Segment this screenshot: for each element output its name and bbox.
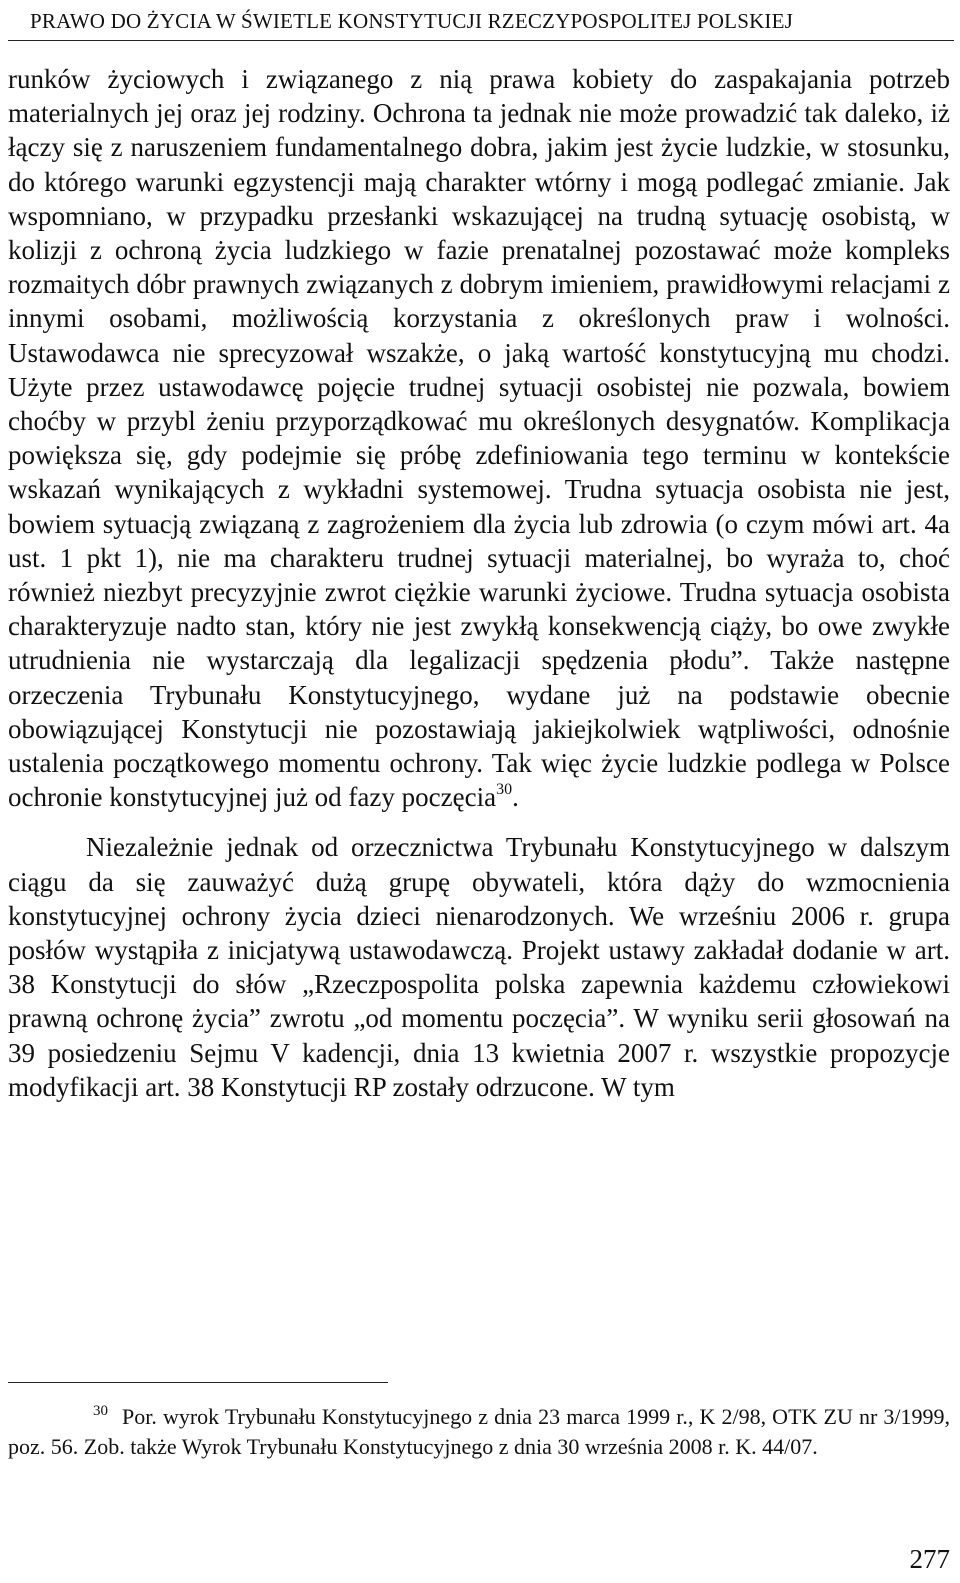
paragraph-1 bbox=[8, 62, 950, 814]
page-number: 277 bbox=[909, 1544, 950, 1574]
footnote bbox=[8, 1402, 950, 1462]
paragraph-1-text: runków życiowych i związanego z nią prawa kobiety do zaspakajania potrzeb materialnych jej oraz jej rodziny. Ochrona ta jednak nie może prowadzić tak daleko, iż łączy się z naruszeniem fundamentalnego dobra, jakim jest życie ludzkie, w stosunku, do którego warunki egzystencji mają charakter wtórny i mogą podlegać zmianie. Jak wspomniano, w przypadku przesłanki wskazującej na trudną sytuację osobistą, w kolizji z ochroną życia ludzkiego w fazie prenatalnej pozostawać może kompleks rozmaitych dóbr prawnych związanych z dobrym imieniem, prawidłowymi relacjami z innymi osobami, możliwością korzystania z określonych praw i wolności. Ustawodawca nie sprecyzował wszakże, o jaką wartość konstytucyjną mu chodzi. Użyte przez ustawodawcę pojęcie trudnej sytuacji osobistej nie pozwala, bowiem choćby w przybl żeniu przyporządkować mu określonych desygnatów. Komplikacja powiększa się, gdy podejmie się próbę zdefiniowania tego terminu w kontekście wskazań wynikających z wykładni systemowej. Trudna sytuacja osobista nie jest, bowiem sytuacją związaną z zagrożeniem dla życia lub zdrowia (o czym mówi art. 4a ust. 1 pkt 1), nie ma charakteru trudnej sytuacji materialnej, bo wyraża to, choć również niezbyt precyzyjnie zwrot ciężkie warunki życiowe. Trudna sytuacja osobista charakteryzuje nadto stan, który nie jest zwykłą konsekwencją ciąży, bo owe zwykłe utrudnienia nie wystarczają dla legalizacji spędzenia płodu”. Także następne orzeczenia Trybunału Konstytucyjnego, wydane już na podstawie obecnie obowiązującej Konstytucji nie pozostawiają jakiejkolwiek wątpliwości, odnośnie ustalenia początkowego momentu ochrony. Tak więc życie ludzkie podlega w Polsce ochronie konstytucyjnej już od fazy poczęcia bbox=[8, 64, 950, 813]
paragraph-1-end: . bbox=[512, 782, 519, 813]
paragraph-2-text: Niezależnie jednak od orzecznictwa Trybunału Konstytucyjnego w dalszym ciągu da się zauważyć dużą grupę obywateli, która dąży do wzmocnienia konstytucyjnej ochrony życia dzieci nienarodzonych. We wrześniu 2006 r. grupa posłów wystąpiła z inicjatywą ustawodawczą. Projekt ustawy zakładał dodanie w art. 38 Konstytucji do słów „Rzeczpospolita polska zapewnia każdemu człowiekowi prawną ochronę życia” zwrotu „od momentu poczęcia”. W wyniku serii głosowań na 39 posiedzeniu Sejmu V kadencji, dnia 13 kwietnia 2007 r. wszystkie propozycje modyfikacji art. 38 Konstytucji RP zostały odrzucone. W tym bbox=[8, 832, 950, 1102]
paragraph-2 bbox=[8, 830, 950, 1104]
footnote-text: Por. wyrok Trybunału Konstytucyjnego z dnia 23 marca 1999 r., K 2/98, OTK ZU nr 3/1999, poz. 56. Zob. także Wyrok Trybunału Konstytucyjnego z dnia 30 września 2008 r. K. 44/07. bbox=[8, 1404, 950, 1459]
footnote-reference: 30 bbox=[496, 781, 513, 799]
footnote-number-wrap bbox=[8, 1402, 108, 1432]
main-text bbox=[8, 62, 950, 1104]
header-divider bbox=[8, 40, 954, 41]
footnote-divider bbox=[8, 1382, 388, 1383]
footnote-number: 30 bbox=[93, 1403, 108, 1419]
running-header bbox=[30, 8, 936, 34]
running-header-title: PRAWO DO ŻYCIA W ŚWIETLE KONSTYTUCJI RZECZYPOSPOLITEJ POLSKIEJ bbox=[30, 9, 794, 33]
